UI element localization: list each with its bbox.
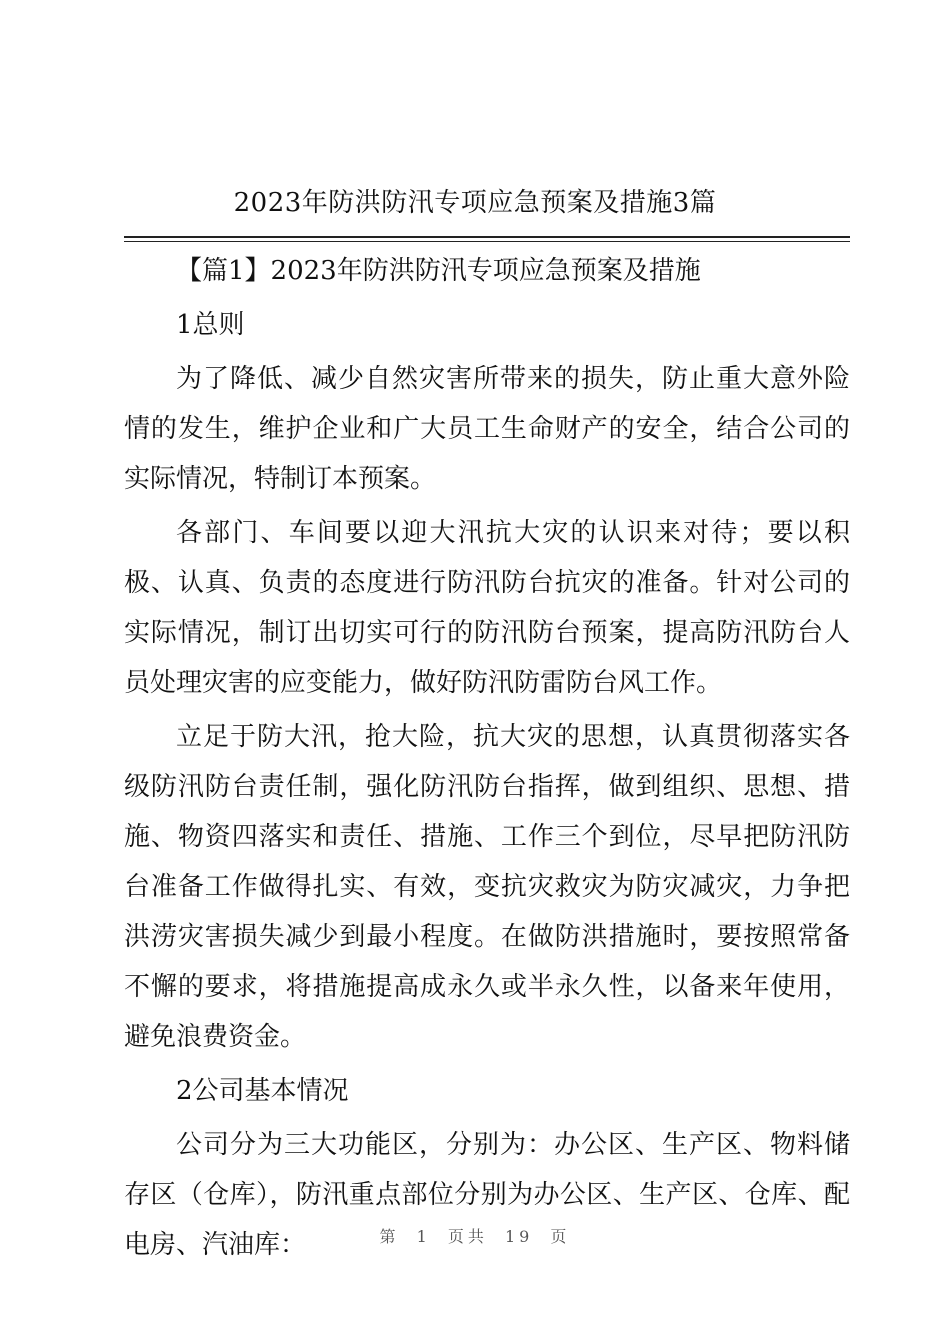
document-body [124,246,850,1274]
document-title: 2023年防洪防汛专项应急预案及措施3篇 [233,188,717,218]
paragraph-purpose: 为了降低、减少自然灾害所带来的损失，防止重大意外险情的发生，维护企业和广大员工生命财产的安全，结合公司的实际情况，特制订本预案。 [124,364,850,494]
section-heading-general: 1总则 [176,310,245,340]
paragraph-company-areas: 公司分为三大功能区，分别为：办公区、生产区、物料储存区（仓库），防汛重点部位分别为办公区、生产区、仓库、配电房、汽油库： [124,1130,850,1260]
title-rule-thick [124,236,850,238]
section-heading-part1: 【篇1】2023年防洪防汛专项应急预案及措施 [176,256,701,286]
section-heading-company: 2公司基本情况 [176,1076,349,1106]
paragraph-departments: 各部门、车间要以迎大汛抗大灾的认识来对待；要以积极、认真、负责的态度进行防汛防台抗灾的准备。针对公司的实际情况，制订出切实可行的防汛防台预案，提高防汛防台人员处理灾害的应变能力，做好防汛防雷防台风工作。 [124,518,850,698]
paragraph-principles: 立足于防大汛，抢大险，抗大灾的思想，认真贯彻落实各级防汛防台责任制，强化防汛防台指挥，做到组织、思想、措施、物资四落实和责任、措施、工作三个到位，尽早把防汛防台准备工作做得扎实、有效，变抗灾救灾为防灾减灾，力争把洪涝灾害损失减少到最小程度。在做防洪措施时，要按照常备不懈的要求，将措施提高成永久或半永久性，以备来年使用，避免浪费资金。 [124,722,850,1052]
title-rule-thin [124,241,850,242]
page-number-footer: 第 1 页共 19 页 [379,1227,571,1246]
